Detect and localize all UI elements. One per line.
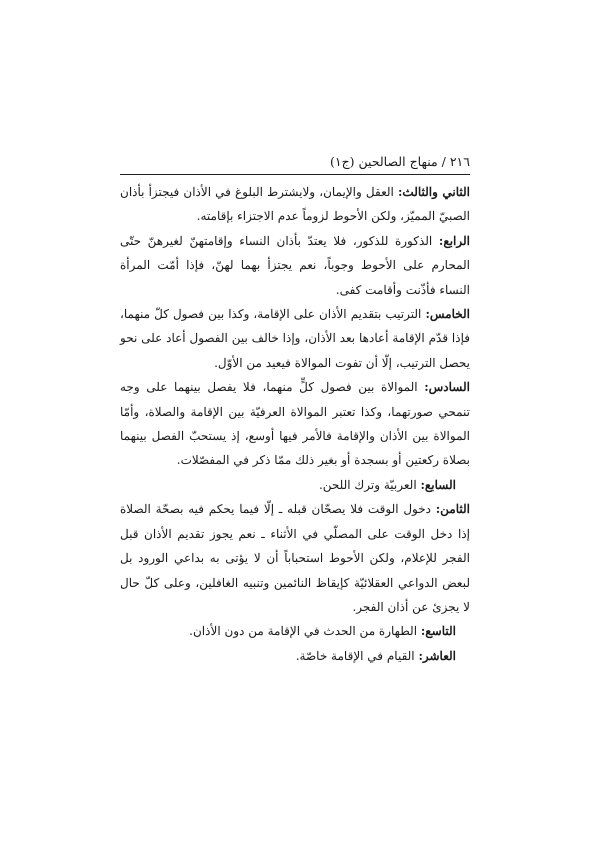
paragraph-text: القيام في الإقامة خاصّة. [295, 648, 419, 663]
paragraph-text: الموالاة بين فصول كلٍّ منهما، فلا يفصل بينهما على وجه تنمحي صورتهما، وكذا تعتبر الموالاة العرفيّة بين الإقامة والصلاة، وأمّا الموالاة بين الأذان والإقامة فالأمر فيها أوسع، إذ يستحبّ الفصل بينهما بصلاة ركعتين أو بسجدة أو بغير ذلك ممّا ذكر في المفصّلات. [120, 380, 470, 468]
paragraph-text: دخول الوقت فلا يصحّان قبله ـ إلّا فيما يحكم فيه بصحّة الصلاة إذا دخل الوقت على المصلّي في الأثناء ـ نعم يجوز تقديم الأذان قبل الفجر للإعلام، ولكن الأحوط استحباباً أن لا يؤتى به بداعي الورود بل لبعض الدواعي العقلائيّة كإيقاظ النائمين وتنبيه الغافلين، وعلى كلّ حال لا يجزئ عن أذان الفجر. [120, 502, 470, 614]
paragraph-text: الترتيب بتقديم الأذان على الإقامة، وكذا بين فصول كلّ منهما، فإذا قدّم الإقامة أعادها بعد الأذان، وإذا خالف بين الفصول أعاد على نحو يحصل الترتيب، إلّا أن تفوت الموالاة فيعيد من الأوّل. [120, 307, 470, 370]
paragraph-5 [120, 302, 470, 375]
paragraph-label: التاسع: [420, 624, 456, 639]
paragraph-7 [120, 473, 470, 497]
running-header: ٢١٦ / منهاج الصالحين (ج١) [329, 154, 470, 169]
header-rule [120, 174, 470, 175]
paragraph-label: العاشر: [418, 648, 456, 663]
paragraph-label: الثاني والثالث: [397, 185, 471, 199]
paragraph-text: العقل والإيمان، ولايشترط البلوغ في الأذان فيجتزأ بأذان الصبيّ المميّز، ولكن الأحوط لزوماً عدم الاجتزاء بإقامته. [120, 185, 470, 224]
paragraph-4 [120, 229, 470, 302]
paragraph-label: الثامن: [435, 502, 470, 517]
paragraph-6 [120, 375, 470, 473]
paragraph-9 [120, 619, 470, 643]
paragraph-label: السادس: [424, 380, 470, 395]
paragraph-text: العربيّة وترك اللحن. [318, 477, 421, 492]
paragraph-text: الطهارة من الحدث في الإقامة من دون الأذان. [189, 624, 421, 639]
paragraph-label: الخامس: [425, 307, 470, 322]
paragraph-label: الرابع: [438, 233, 470, 248]
paragraph-10 [120, 644, 470, 668]
page-body [120, 180, 470, 668]
paragraph-8 [120, 497, 470, 619]
paragraph-2-3 [120, 180, 470, 229]
paragraph-label: السابع: [420, 477, 456, 492]
paragraph-text: الذكورة للذكور، فلا يعتدّ بأذان النساء وإقامتهنّ لغيرهنّ حتّى المحارم على الأحوط وجوباً، نعم يجتزأ بهما لهنّ، فإذا أمّت المرأة النساء فأذّنت وأقامت كفى. [120, 233, 470, 297]
